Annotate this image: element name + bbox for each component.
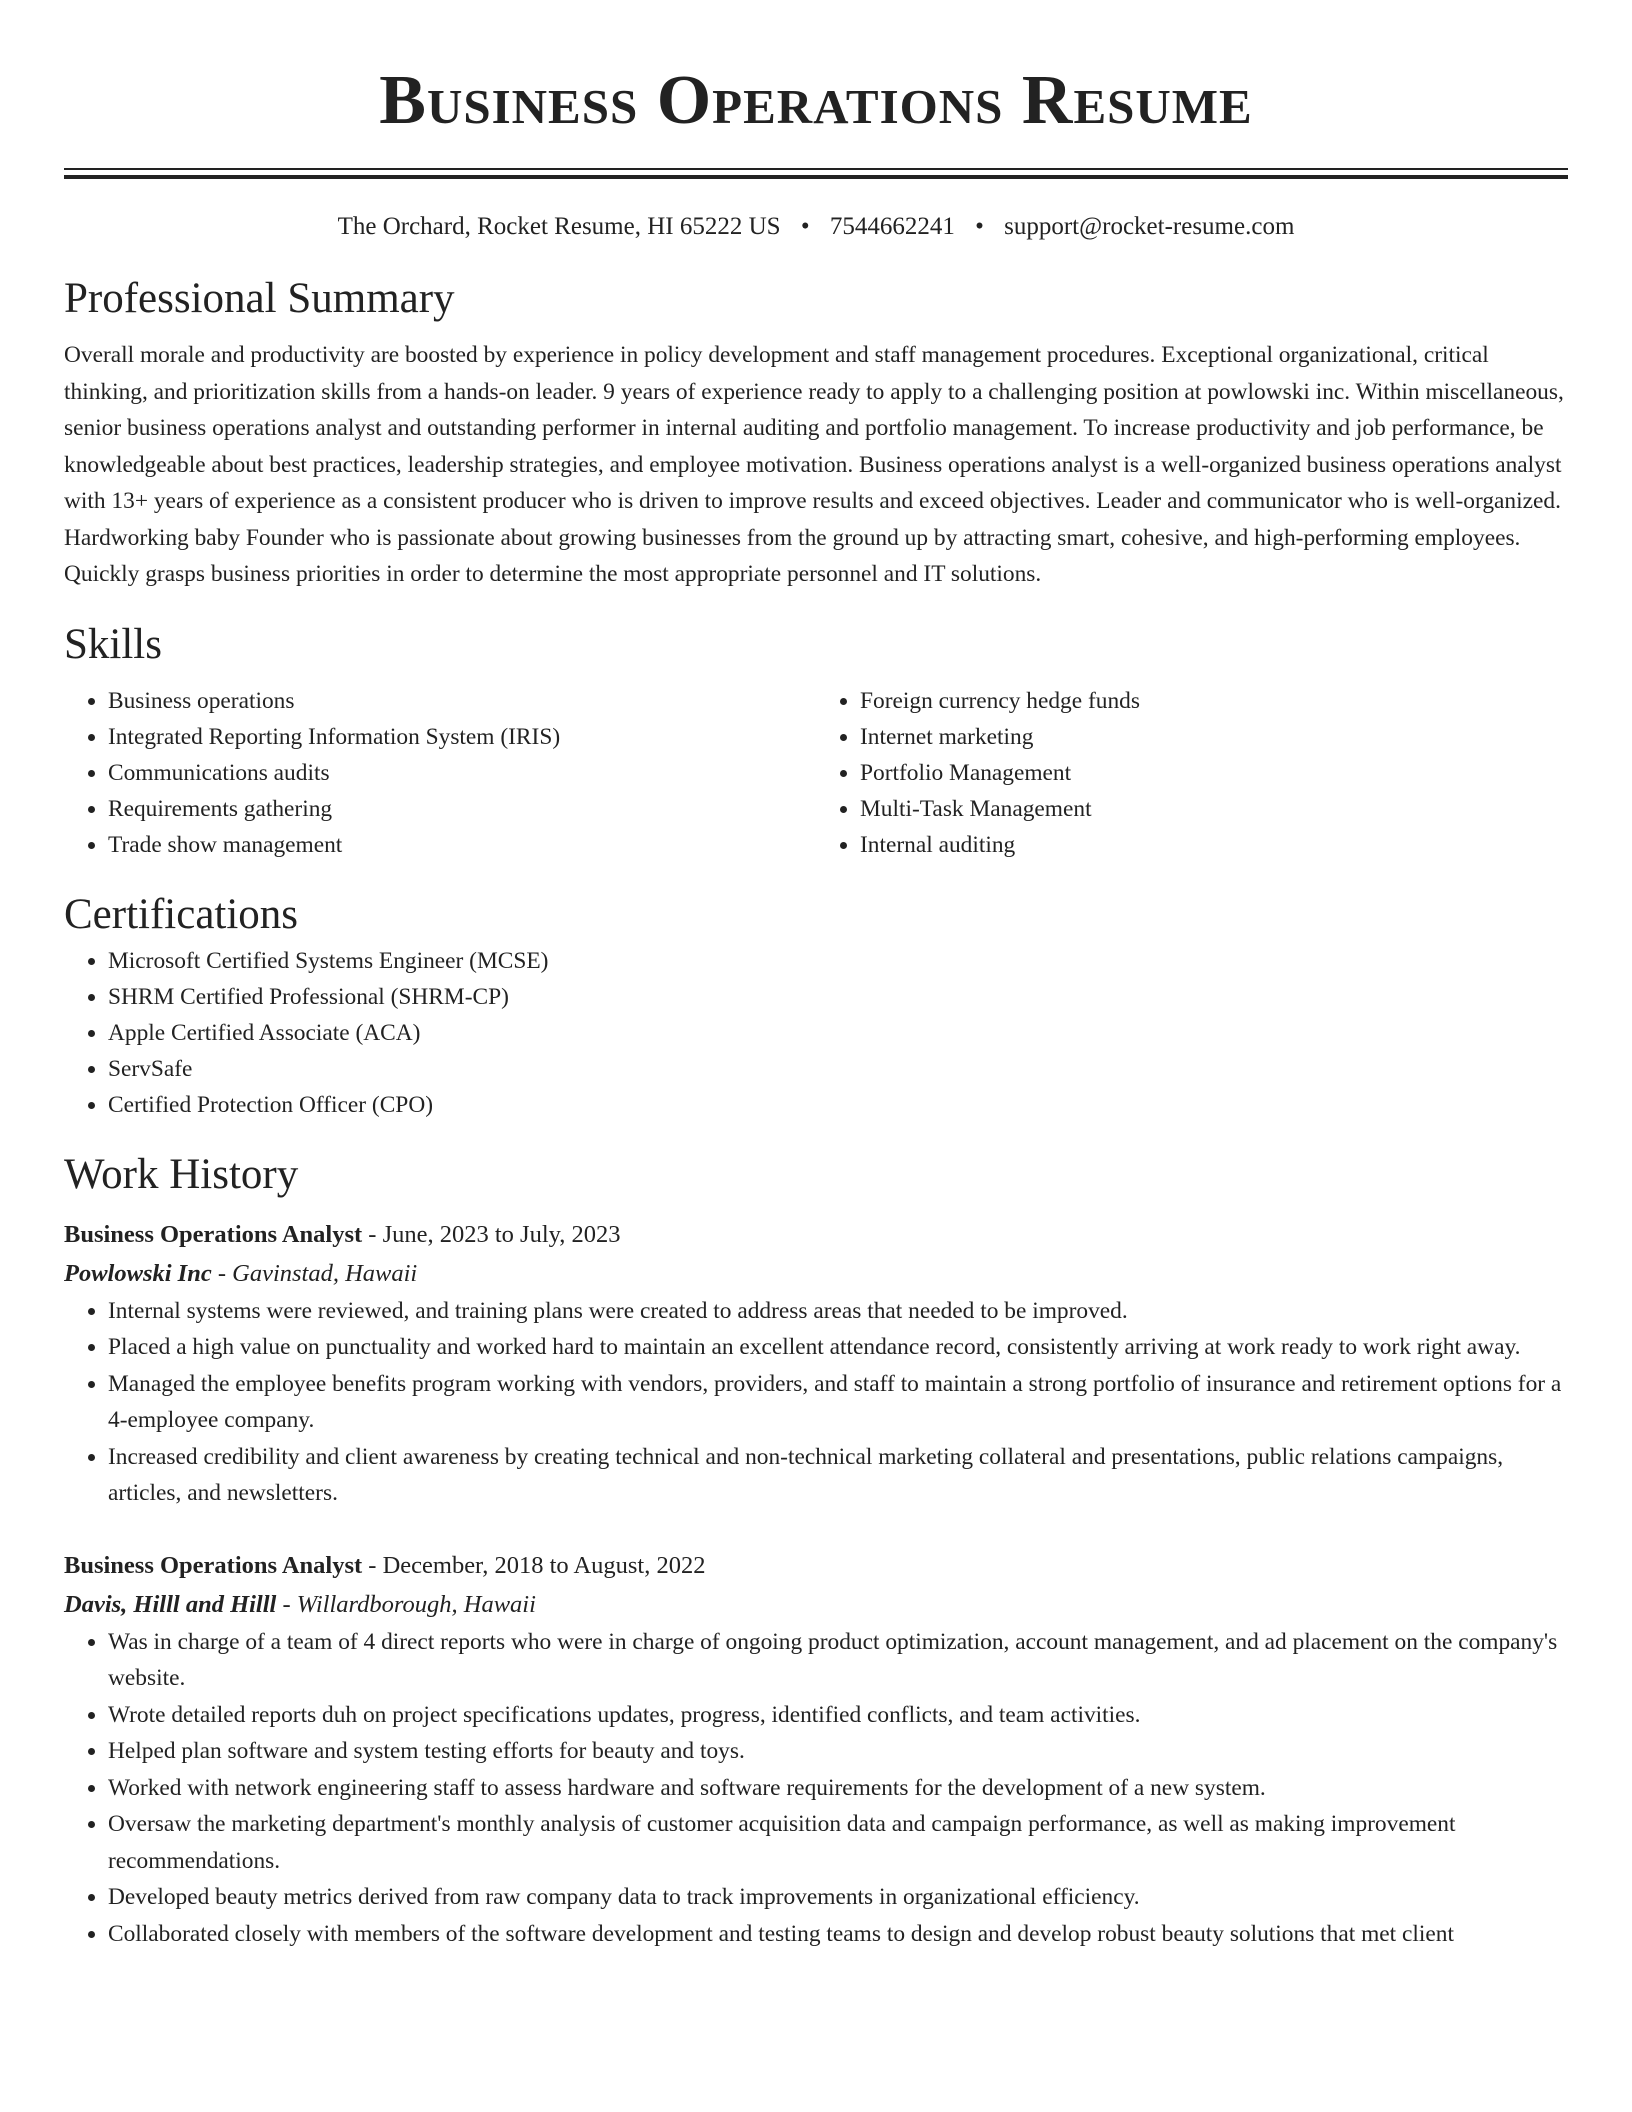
job-organization (64, 1585, 1568, 1624)
certifications-list (64, 943, 1568, 1123)
contact-email[interactable]: support@rocket-resume.com (1004, 213, 1295, 240)
job-bullets (64, 1624, 1568, 1953)
resume-title: Business Operations Resume (379, 62, 1253, 139)
job-bullet: • Managed the employee benefits program working with vendors, providers, and staff to maintain a strong portfolio of insurance and retirement options for a 4-employee company. (108, 1366, 1568, 1439)
skill-item: • Multi-Task Management (860, 791, 1568, 827)
skill-item: • Requirements gathering (108, 791, 816, 827)
job-header (64, 1215, 1568, 1254)
job-dates: - June, 2023 to July, 2023 (362, 1220, 621, 1248)
job-bullet: • Developed beauty metrics derived from raw company data to track improvements in organizational efficiency. (108, 1879, 1568, 1916)
job-bullet: • Worked with network engineering staff to assess hardware and software requirements for the development of a new system. (108, 1770, 1568, 1807)
skill-item: • Portfolio Management (860, 755, 1568, 791)
job-bullet: • Was in charge of a team of 4 direct reports who were in charge of ongoing product optimization, account management, and ad placement on the company's website. (108, 1624, 1568, 1697)
job-bullet: • Increased credibility and client awareness by creating technical and non-technical marketing collateral and presentations, public relations campaigns, articles, and newsletters. (108, 1439, 1568, 1512)
job-dates: - December, 2018 to August, 2022 (362, 1551, 706, 1579)
work-history-heading: Work History (64, 1150, 299, 1198)
job-bullet: • Collaborated closely with members of the software development and testing teams to design and develop robust beauty solutions that met client (108, 1916, 1568, 1953)
contact-separator: • (975, 213, 984, 240)
skill-item: • Integrated Reporting Information System (IRIS) (108, 719, 816, 755)
job-bullet: • Helped plan software and system testing efforts for beauty and toys. (108, 1733, 1568, 1770)
job-role: Business Operations Analyst (64, 1551, 363, 1579)
job-bullet: • Oversaw the marketing department's monthly analysis of customer acquisition data and campaign performance, as well as making improvement recommendations. (108, 1806, 1568, 1879)
job-header (64, 1546, 1568, 1585)
skills-heading: Skills (64, 620, 162, 668)
contact-address: The Orchard, Rocket Resume, HI 65222 US (337, 213, 781, 240)
job-organization (64, 1254, 1568, 1293)
job-bullet: • Wrote detailed reports duh on project specifications updates, progress, identified conflicts, and team activities. (108, 1697, 1568, 1734)
skill-item: • Foreign currency hedge funds (860, 683, 1568, 719)
contact-line (64, 209, 1568, 245)
certification-item: • Apple Certified Associate (ACA) (108, 1015, 1568, 1051)
job-company: Davis, Hilll and Hilll (64, 1590, 277, 1618)
job-location: - Gavinstad, Hawaii (211, 1259, 418, 1287)
certification-item: • Certified Protection Officer (CPO) (108, 1087, 1568, 1123)
certification-item: • Microsoft Certified Systems Engineer (MCSE) (108, 943, 1568, 979)
contact-separator: • (800, 213, 810, 240)
job-bullet: • Internal systems were reviewed, and training plans were created to address areas that needed to be improved. (108, 1293, 1568, 1330)
title-divider (64, 168, 1568, 179)
skill-item: • Business operations (108, 683, 816, 719)
skill-item: • Internal auditing (860, 827, 1568, 863)
skill-item: • Trade show management (108, 827, 816, 863)
job-entry (64, 1215, 1568, 1512)
skill-item: • Communications audits (108, 755, 816, 791)
job-company: Powlowski Inc (64, 1259, 212, 1287)
summary-heading: Professional Summary (64, 275, 455, 322)
skills-grid (64, 683, 1568, 863)
job-location: - Willardborough, Hawaii (276, 1590, 536, 1618)
skills-list-right (816, 683, 1568, 863)
job-bullets (64, 1293, 1568, 1512)
certification-item: • ServSafe (108, 1051, 1568, 1087)
summary-text: Overall morale and productivity are boosted by experience in policy development and staff management procedures. Exceptional organizational, critical thinking, and prioritization skills from a hands-on leader. 9 years of experience ready to apply to a challenging position at powlowski inc. Within miscellaneous, senior business operations analyst and outstanding performer in internal auditing and portfolio management. To increase productivity and job performance, be knowledgeable about best practices, leadership strategies, and employee motivation. Business operations analyst is a well-organized business operations analyst with 13+ years of experience as a consistent producer who is driven to improve results and exceed objectives. Leader and communicator who is well-organized. Hardworking baby Founder who is passionate about growing businesses from the ground up by attracting smart, cohesive, and high-performing employees. Quickly grasps business priorities in order to determine the most appropriate personnel and IT solutions. (64, 342, 1564, 587)
certification-item: • SHRM Certified Professional (SHRM-CP) (108, 979, 1568, 1015)
job-role: Business Operations Analyst (64, 1220, 363, 1248)
skills-list-left (64, 683, 816, 863)
job-bullet: • Placed a high value on punctuality and worked hard to maintain an excellent attendance record, consistently arriving at work ready to work right away. (108, 1329, 1568, 1366)
job-entry (64, 1546, 1568, 1953)
contact-phone[interactable]: 7544662241 (829, 213, 955, 240)
skill-item: • Internet marketing (860, 719, 1568, 755)
certifications-heading: Certifications (64, 890, 299, 938)
